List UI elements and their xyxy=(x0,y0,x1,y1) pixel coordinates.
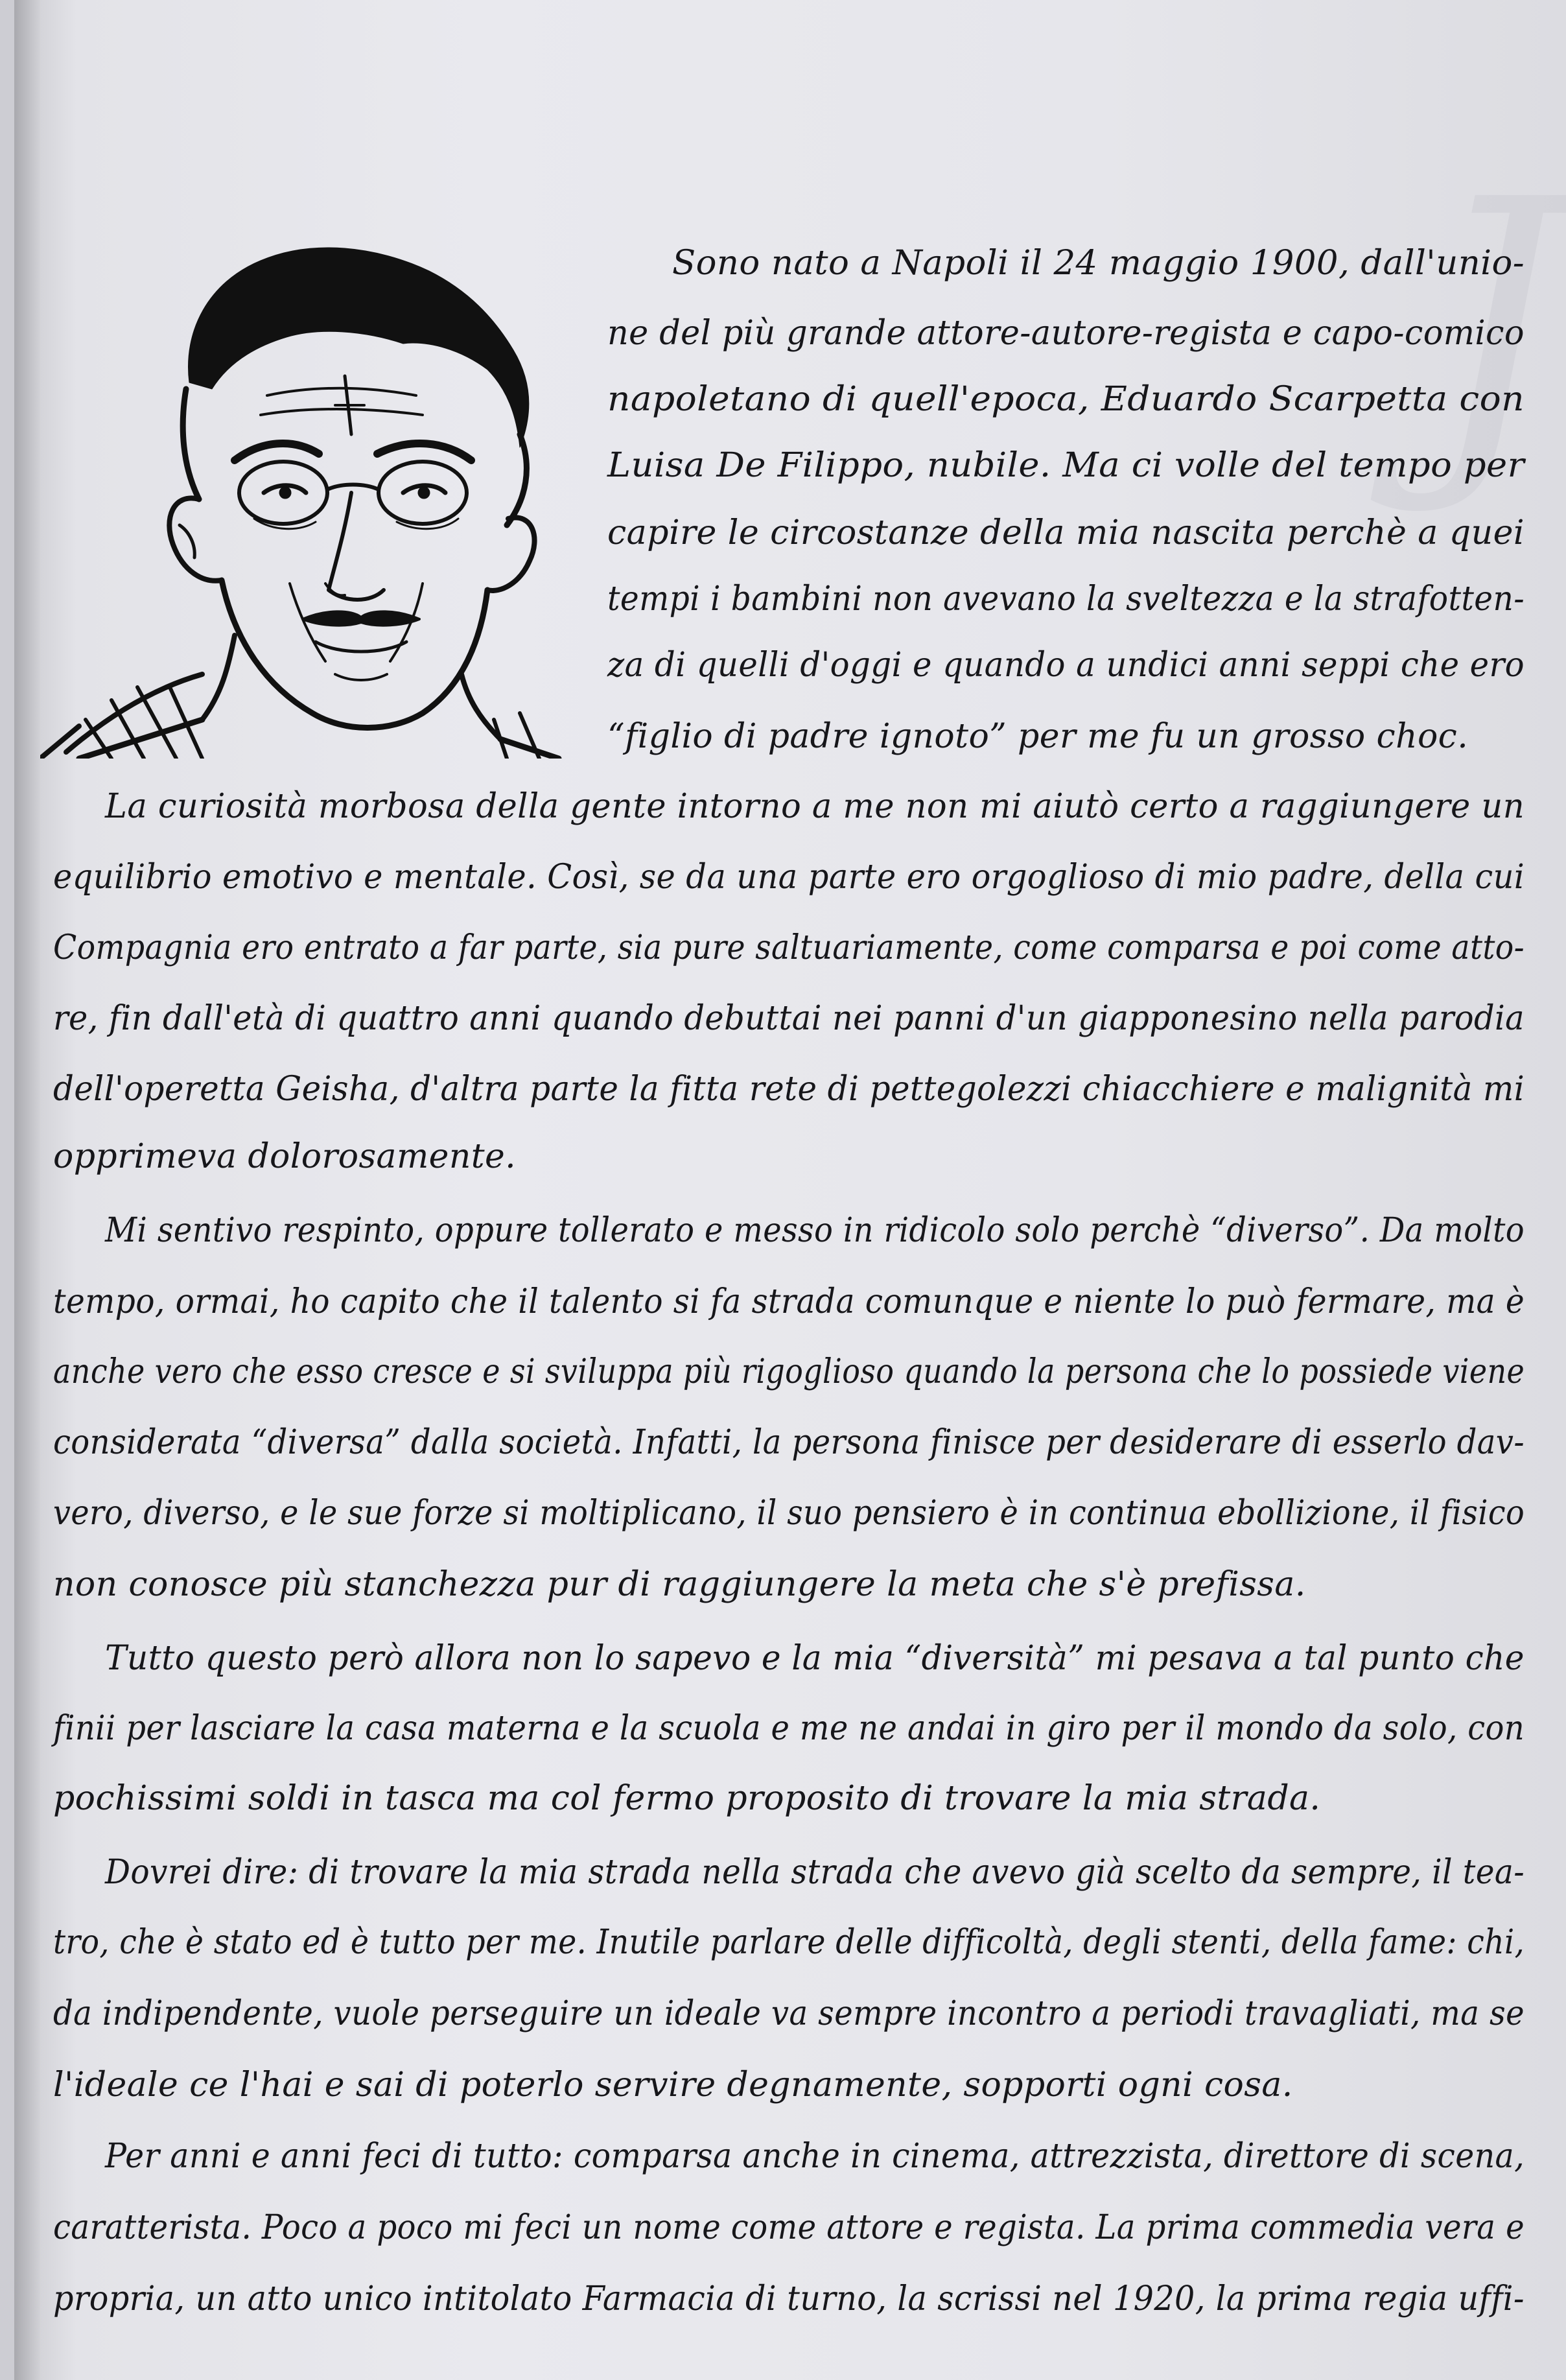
book-page xyxy=(14,0,1566,2380)
text-line xyxy=(53,858,1566,897)
text-span: caratterista. Poco a poco mi feci un nome come attore e regista. La prima commedia vera e xyxy=(53,2208,1525,2247)
text-span: da indipendente, vuole perseguire un ideale va sempre incontro a periodi travagliati, ma se xyxy=(53,1994,1525,2033)
text-line xyxy=(53,1352,1566,1391)
text-span: dell'operetta Geisha, d'altra parte la fitta rete di pettegolezzi chiacchiere e malignità mi xyxy=(53,1070,1525,1109)
text-span: anche vero che esso cresce e si sviluppa più rigoglioso quando la persona che lo possiede viene xyxy=(53,1352,1525,1391)
text-span: propria, un atto unico intitolato Farmacia di turno, la scrissi nel 1920, la prima regia uffi- xyxy=(53,2280,1525,2318)
text-span: Tutto questo però allora non lo sapevo e la mia “diversità” mi pesava a tal punto che xyxy=(105,1639,1525,1678)
text-line xyxy=(105,2137,1566,2176)
text-line xyxy=(53,1282,1566,1321)
text-line xyxy=(53,928,1566,967)
text-span: Mi sentivo respinto, oppure tollerato e messo in ridicolo solo perchè “diverso”. Da molto xyxy=(105,1211,1525,1250)
text-line xyxy=(607,314,1545,353)
text-span: Sono nato a Napoli il 24 maggio 1900, dall'unio- xyxy=(672,244,1525,283)
text-span: Compagnia ero entrato a far parte, sia pure saltuariamente, come comparsa e poi come atto- xyxy=(53,928,1525,967)
text-line xyxy=(607,646,1565,685)
text-span: tro, che è stato ed è tutto per me. Inutile parlare delle difficoltà, degli stenti, della fame: chi, xyxy=(53,1923,1525,1962)
text-line xyxy=(53,2068,1293,2102)
text-line xyxy=(53,2208,1566,2247)
bleed-through-ghost: J xyxy=(1427,128,1563,521)
text-span: l'ideale ce l'hai e sai di poterlo servire degnamente, sopporti ogni cosa. xyxy=(53,2066,1293,2104)
text-span: tempi i bambini non avevano la sveltezza e la strafotten- xyxy=(607,580,1525,619)
text-span: Per anni e anni feci di tutto: comparsa anche in cinema, attrezzista, direttore di scena, xyxy=(105,2137,1525,2176)
text-line xyxy=(53,1779,1321,1818)
text-line xyxy=(53,1070,1566,1109)
body-text xyxy=(14,0,1566,2380)
text-span: ne del più grande attore-autore-regista e capo-comico xyxy=(607,314,1525,353)
text-span: “figlio di padre ignoto” per me fu un grosso choc. xyxy=(607,717,1469,756)
text-line xyxy=(53,1923,1566,1962)
text-line xyxy=(607,380,1525,419)
text-span: pochissimi soldi in tasca ma col fermo proposito di trovare la mia strada. xyxy=(53,1779,1321,1818)
text-span: za di quelli d'oggi e quando a undici anni seppi che ero xyxy=(607,646,1525,685)
text-line xyxy=(53,1709,1566,1748)
text-line xyxy=(607,513,1525,552)
text-span: re, fin dall'età di quattro anni quando debuttai nei panni d'un giapponesino nella parodia xyxy=(53,999,1525,1038)
text-line xyxy=(53,1565,1306,1604)
text-line xyxy=(607,446,1525,485)
text-line xyxy=(53,1137,517,1176)
text-span: opprimeva dolorosamente. xyxy=(53,1137,517,1176)
text-line xyxy=(105,1211,1566,1250)
text-line xyxy=(53,999,1566,1038)
text-span: vero, diverso, e le sue forze si moltiplicano, il suo pensiero è in continua ebollizione, il fisico xyxy=(53,1494,1525,1533)
text-span: napoletano di quell'epoca, Eduardo Scarpetta con xyxy=(607,380,1525,419)
text-line xyxy=(53,1994,1566,2033)
text-line xyxy=(53,2282,1566,2316)
text-span: considerata “diversa” dalla società. Infatti, la persona finisce per desiderare di esserlo dav- xyxy=(53,1423,1525,1462)
text-span: finii per lasciare la casa materna e la scuola e me ne andai in giro per il mondo da solo, con xyxy=(53,1709,1525,1748)
text-span: Dovrei dire: di trovare la mia strada nella strada che avevo già scelto da sempre, il tea- xyxy=(105,1853,1525,1892)
text-line xyxy=(607,717,1469,756)
text-line xyxy=(672,244,1525,283)
text-span: capire le circostanze della mia nascita perchè a quei xyxy=(607,513,1525,552)
text-line xyxy=(53,1494,1566,1533)
text-span: Luisa De Filippo, nubile. Ma ci volle del tempo per xyxy=(607,446,1525,485)
text-span: equilibrio emotivo e mentale. Così, se da una parte ero orgoglioso di mio padre, della cui xyxy=(53,858,1525,897)
text-line xyxy=(105,787,1548,826)
text-span: La curiosità morbosa della gente intorno a me non mi aiutò certo a raggiungere un xyxy=(105,787,1525,826)
text-span: tempo, ormai, ho capito che il talento si fa strada comunque e niente lo può fermare, ma è xyxy=(53,1282,1525,1321)
text-line xyxy=(607,580,1566,619)
text-line xyxy=(105,1853,1566,1892)
text-line xyxy=(53,1423,1566,1462)
text-line xyxy=(105,1639,1566,1678)
text-span: non conosce più stanchezza pur di raggiungere la meta che s'è prefissa. xyxy=(53,1565,1306,1604)
